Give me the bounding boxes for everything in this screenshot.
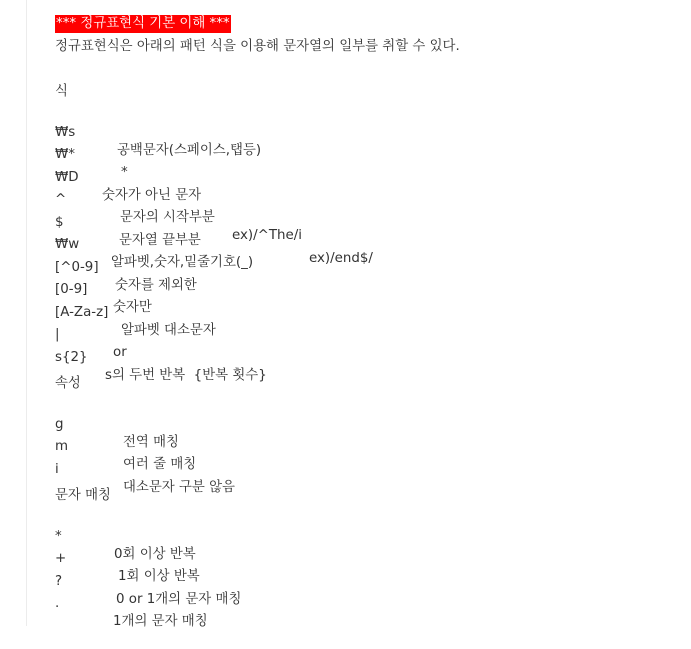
page-title: *** 정규표현식 기본 이해 ***: [56, 16, 230, 31]
list-item: [55, 577, 675, 649]
row-key: $: [55, 215, 64, 230]
row-value: s의 두번 반복 {반복 횟수}: [105, 368, 267, 383]
row-value: 0 or 1개의 문자 매칭: [116, 592, 242, 607]
row-value: 대소문자 구분 않음: [123, 480, 235, 495]
row-value: 알파벳 대소문자: [121, 323, 216, 338]
row-key: ₩w: [55, 237, 80, 252]
row-value: 숫자만: [113, 300, 152, 315]
row-value: 여러 줄 매칭: [123, 457, 197, 472]
row-key: s{2}: [55, 350, 88, 365]
section-heading-flags: 속성: [55, 376, 81, 391]
row-key: ?: [55, 574, 63, 589]
row-value: 1회 이상 반복: [118, 569, 200, 584]
row-value: 알파벳,숫자,밑줄기호(_): [111, 255, 254, 270]
row-key: +: [55, 551, 67, 566]
row-key: |: [55, 327, 60, 342]
row-example: ex)/^The/i: [232, 228, 303, 243]
left-margin-rule: [26, 0, 27, 626]
list-item: [55, 443, 675, 515]
row-value: 문자열 끝부분: [119, 233, 201, 248]
row-value: or: [113, 345, 127, 360]
section-heading-expressions: 식: [55, 84, 68, 99]
intro-text: 정규표현식은 아래의 패턴 식을 이용해 문자열의 일부를 취할 수 있다.: [55, 39, 460, 54]
row-key: ₩D: [55, 170, 79, 185]
row-key: i: [55, 462, 59, 477]
row-key: ^: [55, 192, 67, 207]
row-key: [A-Za-z]: [55, 305, 109, 320]
row-value: 공백문자(스페이스,탭등): [117, 143, 262, 158]
row-key: ₩s: [55, 125, 76, 140]
row-key: g: [55, 417, 64, 432]
row-key: ₩*: [55, 147, 75, 162]
row-key: .: [55, 596, 60, 611]
row-value: 숫자를 제외한: [115, 278, 197, 293]
row-value: 전역 매칭: [123, 435, 179, 450]
row-value: 1개의 문자 매칭: [113, 614, 208, 629]
row-key: [^0-9]: [55, 260, 99, 275]
row-key: m: [55, 439, 69, 454]
row-value: *: [121, 165, 128, 180]
row-value: 숫자가 아닌 문자: [102, 188, 202, 203]
row-key: *: [55, 529, 62, 544]
list-item: [55, 331, 675, 403]
section-heading-matching: 문자 매칭: [55, 488, 111, 503]
row-key: [0-9]: [55, 282, 88, 297]
row-value: 문자의 시작부분: [120, 210, 215, 225]
row-value: 0회 이상 반복: [114, 547, 196, 562]
row-example: ex)/end$/: [309, 251, 373, 266]
